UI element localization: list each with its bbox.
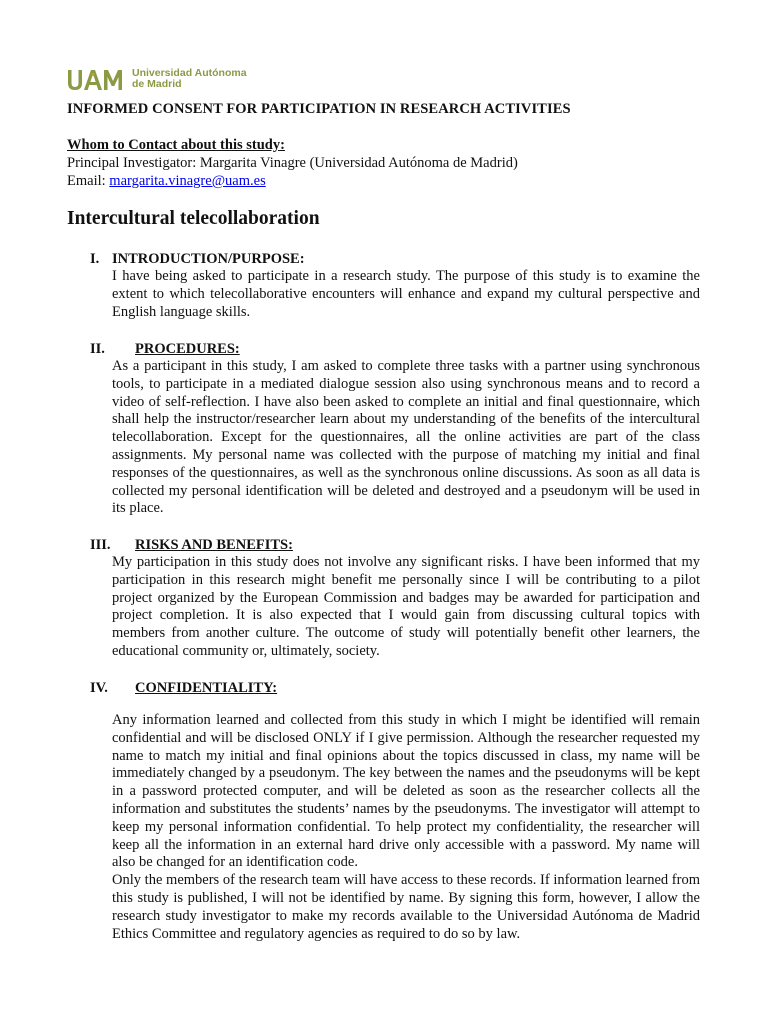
section-heading: CONFIDENTIALITY: bbox=[135, 680, 278, 696]
section-number: IV. bbox=[90, 680, 108, 696]
document-title: INFORMED CONSENT FOR PARTICIPATION IN RESEARCH ACTIVITIES bbox=[67, 101, 571, 117]
contact-block bbox=[67, 136, 518, 190]
logo-line-2: de Madrid bbox=[132, 78, 182, 90]
section-body bbox=[112, 268, 700, 321]
section-body bbox=[112, 712, 700, 943]
uam-logo-mark bbox=[66, 64, 126, 92]
section-heading: RISKS AND BENEFITS: bbox=[135, 537, 293, 553]
paragraph: Any information learned and collected from this study in which I might be identified will remain confidential and will be disclosed ONLY if I give permission. Although the researcher requested my name to match my initial and final opinions about the topics discussed in class, my name will be immediately changed by a pseudonym. The key between the names and the pseudonyms will be kept in a password protected computer, and will be deleted as soon as the researcher collects all the information and substitutes the students’ names by the pseudonyms. The investigator will attempt to keep my personal information confidential. To help protect my confidentiality, the researcher will keep all the information in an external hard drive only accessible with a password. My name will also be changed for an identification code. bbox=[112, 712, 700, 871]
uam-logo-letters-icon bbox=[66, 68, 126, 92]
email-link[interactable]: margarita.vinagre@uam.es bbox=[109, 173, 266, 189]
study-title: Intercultural telecollaboration bbox=[67, 208, 320, 229]
paragraph: As a participant in this study, I am asked to complete three tasks with a partner using synchronous tools, to participate in a mediated dialogue session also using synchronous means and to record a video of self-reflection. I have also been asked to complete an initial and final questionnaire, which shall help the instructor/researcher learn about my understanding of the benefits of the intercultural telecollaboration. Except for the questionnaires, all the online activities are part of the class assignments. My personal name was collected with the purpose of matching my initial and final responses of the questionnaires, as well as the synchronous online discussions. As soon as all data is collected my personal identification will be deleted and destroyed and a pseudonym will be used in its place. bbox=[112, 358, 700, 517]
section-number: I. bbox=[90, 251, 100, 267]
logo-line-1: Universidad Autónoma bbox=[132, 67, 247, 79]
paragraph: Only the members of the research team will have access to these records. If information learned from this study is published, I will not be identified by name. By signing this form, however, I allow the research study investigator to make my records available to the Universidad Autónoma de Madrid Ethics Committee and regulatory agencies as required to do so by law. bbox=[112, 872, 700, 942]
email-line bbox=[67, 172, 518, 190]
section-heading: INTRODUCTION/PURPOSE: bbox=[112, 251, 305, 267]
uam-logo bbox=[66, 64, 247, 92]
section-number: III. bbox=[90, 537, 111, 553]
section-number: II. bbox=[90, 341, 105, 357]
email-label: Email: bbox=[67, 173, 110, 189]
paragraph: I have being asked to participate in a research study. The purpose of this study is to examine the extent to which telecollaborative encounters will enhance and expand my cultural perspective and English language skills. bbox=[112, 268, 700, 320]
section-heading: PROCEDURES: bbox=[135, 341, 240, 357]
contact-heading: Whom to Contact about this study: bbox=[67, 137, 285, 153]
uam-logo-text bbox=[132, 68, 247, 90]
principal-investigator: Principal Investigator: Margarita Vinagre (Universidad Autónoma de Madrid) bbox=[67, 155, 518, 171]
paragraph: My participation in this study does not involve any significant risks. I have been informed that my participation in this research might benefit me personally since I will be contributing to a pilot project organized by the European Commission and badges may be awarded for participation and project completion. It is also expected that I would gain from discussing cultural topics with members from another culture. The outcome of study will potentially benefit other learners, the educational community or, ultimately, society. bbox=[112, 554, 700, 659]
section-body bbox=[112, 358, 700, 518]
section-body bbox=[112, 554, 700, 661]
